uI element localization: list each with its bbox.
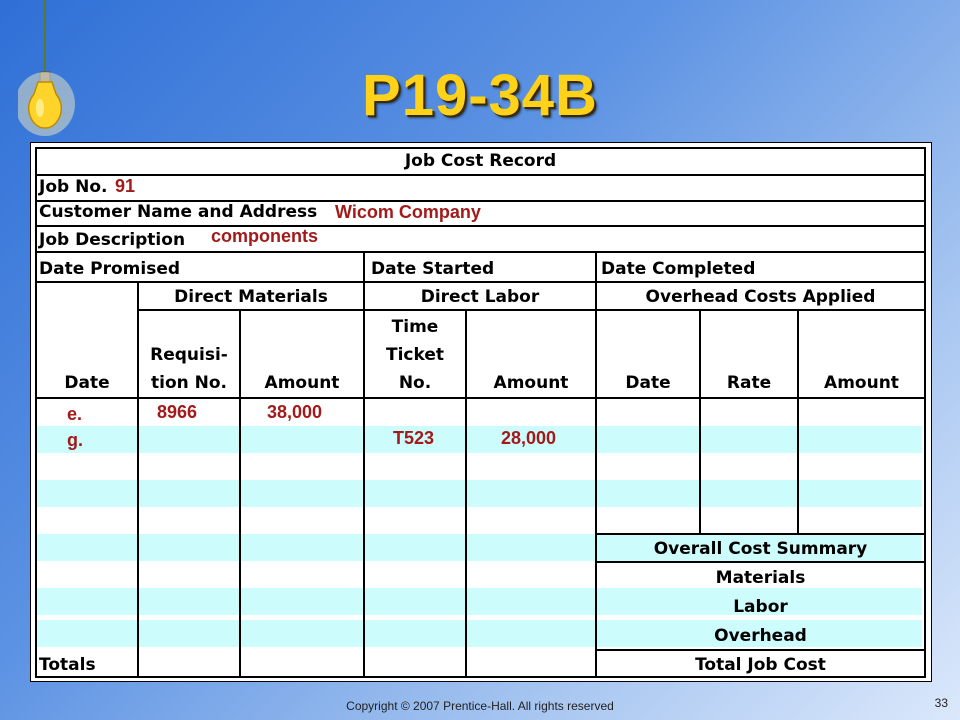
row-2-time-ticket: T523	[393, 428, 435, 448]
col-labor-amount: Amount	[493, 373, 569, 393]
col-materials-amount: Amount	[264, 373, 340, 393]
col-time-1: Time	[391, 317, 439, 337]
direct-materials-header: Direct Materials	[174, 287, 328, 307]
col-time-3: No.	[398, 373, 432, 393]
row-1-requisition: 8966	[157, 402, 198, 422]
page-number: 33	[934, 696, 948, 710]
totals-label: Totals	[39, 655, 96, 675]
description-label: Job Description	[39, 230, 186, 250]
col-requisition-2: tion No.	[150, 373, 228, 393]
col-oh-amount: Amount	[824, 373, 899, 393]
customer-value: Wicom Company	[335, 202, 481, 222]
slide-title: P19-34B	[362, 63, 598, 128]
row-2-labor-amount: 28,000	[501, 428, 557, 448]
col-time-2: Ticket	[385, 345, 444, 365]
col-date: Date	[64, 373, 110, 393]
col-oh-rate: Rate	[726, 373, 772, 393]
row-2-date: g.	[67, 430, 83, 450]
summary-materials: Materials	[715, 568, 806, 588]
copyright-footer: Copyright © 2007 Prentice-Hall. All rights reserved	[346, 699, 614, 713]
job-no-value: 91	[115, 176, 136, 196]
col-requisition-1: Requisi-	[150, 345, 228, 365]
customer-label: Customer Name and Address	[39, 202, 318, 222]
overhead-header: Overhead Costs Applied	[645, 287, 876, 307]
row-1-materials-amount: 38,000	[267, 402, 323, 422]
date-started-label: Date Started	[371, 259, 495, 279]
date-completed-label: Date Completed	[601, 259, 756, 279]
date-promised-label: Date Promised	[39, 259, 181, 279]
summary-labor: Labor	[733, 597, 788, 617]
summary-total: Total Job Cost	[695, 655, 826, 675]
form-heading: Job Cost Record	[404, 151, 557, 171]
summary-overhead: Overhead	[714, 626, 807, 646]
job-cost-record-form	[30, 142, 932, 682]
summary-title: Overall Cost Summary	[653, 539, 868, 559]
description-value: components	[211, 226, 319, 246]
job-no-label: Job No.	[39, 177, 108, 197]
row-1-date: e.	[67, 404, 83, 424]
row-band	[37, 480, 922, 507]
col-oh-date: Date	[625, 373, 671, 393]
direct-labor-header: Direct Labor	[420, 287, 540, 307]
row-band	[37, 426, 922, 453]
